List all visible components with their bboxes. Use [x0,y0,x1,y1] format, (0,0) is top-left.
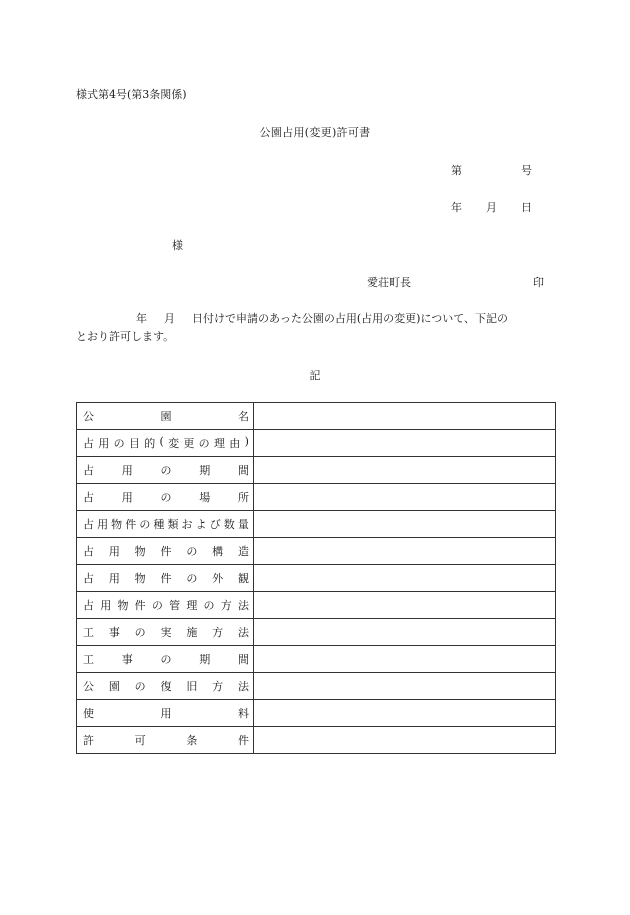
row-value[interactable] [254,430,556,457]
statement-year: 年 [136,312,147,325]
table-row [77,565,556,592]
permit-number-suffix: 号 [521,164,532,177]
row-label-text: 使 用 料 [83,707,249,720]
row-value[interactable] [254,403,556,430]
row-label [77,511,254,538]
row-label [77,538,254,565]
row-label [77,673,254,700]
row-label-text: 公 園 の 復 旧 方 法 [83,680,249,693]
row-value[interactable] [254,511,556,538]
row-label [77,619,254,646]
issue-date-year: 年 [451,201,462,214]
row-value[interactable] [254,538,556,565]
permit-number-prefix: 第 [451,164,462,177]
row-label-text: 占 用 の 目 的 ( 変 更 の 理 由 ) [83,435,249,450]
row-value[interactable] [254,565,556,592]
row-value[interactable] [254,592,556,619]
table-row [77,727,556,754]
row-label [77,484,254,511]
table-row [77,619,556,646]
row-label-text: 工 事 の 期 間 [83,653,249,666]
row-value[interactable] [254,727,556,754]
row-label-text: 許 可 条 件 [83,734,249,747]
row-label-text: 占 用 物 件 の 管 理 の 方 法 [83,599,249,612]
row-label [77,727,254,754]
row-label [77,457,254,484]
table-row [77,430,556,457]
document-title: 公園占用(変更)許可書 [259,126,371,139]
row-value[interactable] [254,673,556,700]
row-label [77,700,254,727]
issuer-name: 愛荘町長 [367,276,411,289]
issue-date-day: 日 [521,201,532,214]
row-label [77,592,254,619]
form-number-label: 様式第4号(第3条関係) [76,88,187,101]
row-label-text: 占 用 の 期 間 [83,464,249,477]
row-label [77,403,254,430]
statement-line-1 [76,310,558,328]
row-value[interactable] [254,646,556,673]
table-row [77,646,556,673]
row-label-text: 公 園 名 [83,410,249,423]
statement-line-2: とおり許可します。 [76,330,175,343]
row-value[interactable] [254,619,556,646]
addressee-honorific: 様 [172,239,183,252]
row-value[interactable] [254,457,556,484]
table-row [77,592,556,619]
permit-details-table [76,402,556,754]
row-label [77,565,254,592]
row-label [77,430,254,457]
row-label-text: 工 事 の 実 施 方 法 [83,626,249,639]
table-row [77,538,556,565]
seal-mark: 印 [533,276,544,289]
row-label-text: 占 用 の 場 所 [83,491,249,504]
record-heading: 記 [309,369,321,382]
table-row [77,484,556,511]
table-row [77,673,556,700]
table-row [77,700,556,727]
row-value[interactable] [254,484,556,511]
table-row [77,403,556,430]
statement-text: 日付けで申請のあった公園の占用(占用の変更)について、下記の [192,312,509,325]
row-label-text: 占 用 物 件 の 外 観 [83,572,249,585]
table-row [77,511,556,538]
table-row [77,457,556,484]
row-label [77,646,254,673]
statement-month: 月 [164,312,175,325]
row-value[interactable] [254,700,556,727]
row-label-text: 占 用 物 件 の 構 造 [83,545,249,558]
issue-date-month: 月 [486,201,497,214]
row-label-text: 占 用 物 件 の 種 類 お よ び 数 量 [83,518,249,531]
permission-statement [76,310,558,346]
